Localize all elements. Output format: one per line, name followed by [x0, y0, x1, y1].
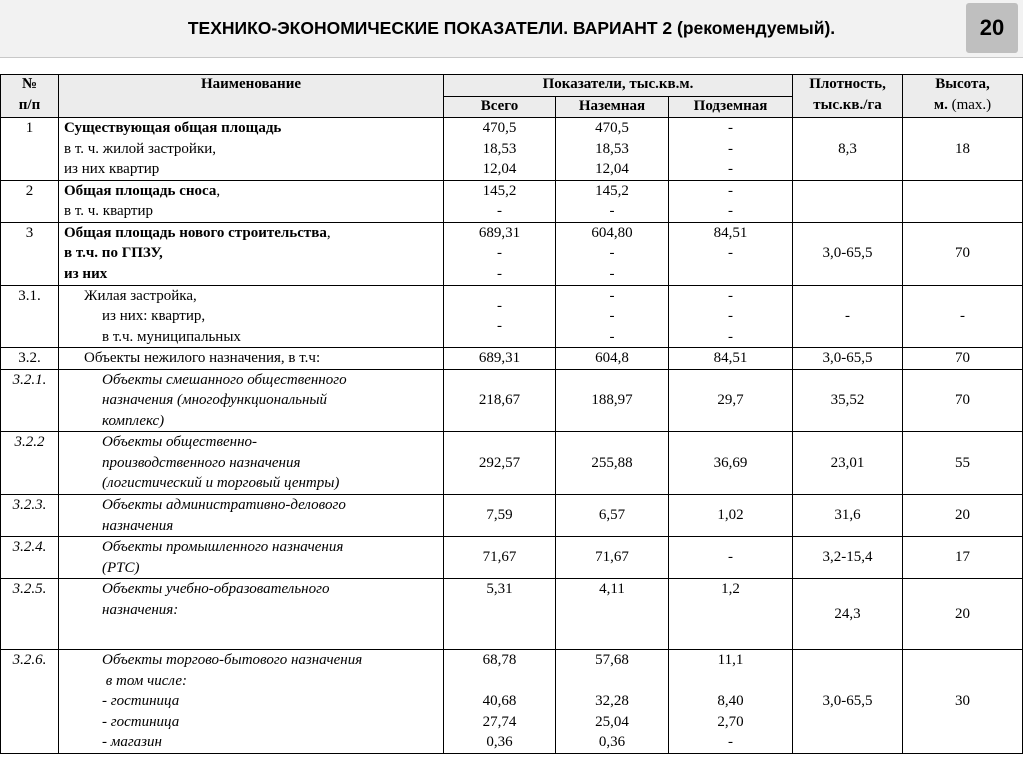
height-cell: 20 [903, 579, 1023, 650]
total-cell: 71,67 [444, 537, 556, 579]
height-cell: 70 [903, 222, 1023, 285]
height-cell [903, 180, 1023, 222]
above-ground-cell: 4,11 [556, 579, 669, 650]
above-ground-cell: 604,80 - - [556, 222, 669, 285]
total-cell: 689,31 [444, 348, 556, 370]
row-number: 3.1. [1, 285, 59, 348]
table-row [1, 180, 1023, 222]
underground-cell: - - [669, 180, 793, 222]
height-cell: 17 [903, 537, 1023, 579]
table-row [1, 432, 1023, 495]
row-number: 1 [1, 118, 59, 181]
underground-cell: 11,1 8,40 2,70 - [669, 650, 793, 754]
row-name: Объекты смешанного общественного назначения (многофункциональный комплекс) [59, 369, 444, 432]
above-ground-cell: 6,57 [556, 495, 669, 537]
above-ground-cell: 188,97 [556, 369, 669, 432]
row-name: Объекты нежилого назначения, в т.ч: [59, 348, 444, 370]
height-cell: 30 [903, 650, 1023, 754]
row-name: Жилая застройка, из них: квартир, в т.ч. муниципальных [59, 285, 444, 348]
header-indicators: Показатели, тыс.кв.м. [444, 75, 793, 97]
table-row [1, 579, 1023, 650]
table-row [1, 285, 1023, 348]
row-number: 3.2. [1, 348, 59, 370]
total-cell: 292,57 [444, 432, 556, 495]
total-cell: 5,31 [444, 579, 556, 650]
row-number: 3.2.4. [1, 537, 59, 579]
row-number: 3.2.1. [1, 369, 59, 432]
density-cell: 35,52 [793, 369, 903, 432]
row-name: Существующая общая площадь в т. ч. жилой застройки, из них квартир [59, 118, 444, 181]
row-number: 3.2.5. [1, 579, 59, 650]
above-ground-cell: 470,5 18,53 12,04 [556, 118, 669, 181]
total-cell: 7,59 [444, 495, 556, 537]
height-cell: 55 [903, 432, 1023, 495]
density-cell: 3,0-65,5 [793, 222, 903, 285]
density-cell: 3,2-15,4 [793, 537, 903, 579]
height-cell: 20 [903, 495, 1023, 537]
row-name: Объекты торгово-бытового назначения в том числе: - гостиница - гостиница - магазин [59, 650, 444, 754]
page-title: ТЕХНИКО-ЭКОНОМИЧЕСКИЕ ПОКАЗАТЕЛИ. ВАРИАНТ 2 (рекомендуемый). [187, 18, 836, 38]
density-cell: 3,0-65,5 [793, 348, 903, 370]
row-name: Общая площадь нового строительства, в т.ч. по ГПЗУ, из них [59, 222, 444, 285]
indicators-table [0, 74, 1023, 754]
page-number-badge: 20 [966, 3, 1018, 53]
row-name: Объекты общественно- производственного назначения (логистический и торговый центры) [59, 432, 444, 495]
underground-cell: 84,51 [669, 348, 793, 370]
total-cell: 689,31 - - [444, 222, 556, 285]
row-name: Объекты учебно-образовательного назначения: [59, 579, 444, 650]
row-number: 3.2.6. [1, 650, 59, 754]
row-number: 2 [1, 180, 59, 222]
table-row [1, 348, 1023, 370]
underground-cell: 29,7 [669, 369, 793, 432]
table-row [1, 650, 1023, 754]
row-name: Объекты административно-делового назначения [59, 495, 444, 537]
height-cell: 70 [903, 348, 1023, 370]
density-cell: 3,0-65,5 [793, 650, 903, 754]
above-ground-cell: 145,2 - [556, 180, 669, 222]
density-cell [793, 180, 903, 222]
header-total: Всего [444, 97, 556, 118]
row-name: Объекты промышленного назначения (РТС) [59, 537, 444, 579]
underground-cell: - [669, 537, 793, 579]
header-underground: Подземная [669, 97, 793, 118]
height-cell: 18 [903, 118, 1023, 181]
height-cell: 70 [903, 369, 1023, 432]
total-cell: - - [444, 285, 556, 348]
header-height: Высота, м. (max.) [903, 75, 1023, 118]
height-cell: - [903, 285, 1023, 348]
above-ground-cell: 57,68 32,28 25,04 0,36 [556, 650, 669, 754]
density-cell: 23,01 [793, 432, 903, 495]
total-cell: 145,2 - [444, 180, 556, 222]
header-density: Плотность, тыс.кв./га [793, 75, 903, 118]
total-cell: 470,5 18,53 12,04 [444, 118, 556, 181]
underground-cell: 1,2 [669, 579, 793, 650]
total-cell: 218,67 [444, 369, 556, 432]
header-name: Наименование [59, 75, 444, 118]
underground-cell: 84,51 - [669, 222, 793, 285]
table-row [1, 537, 1023, 579]
row-number: 3 [1, 222, 59, 285]
above-ground-cell: 71,67 [556, 537, 669, 579]
underground-cell: 1,02 [669, 495, 793, 537]
above-ground-cell: - - - [556, 285, 669, 348]
underground-cell: 36,69 [669, 432, 793, 495]
above-ground-cell: 604,8 [556, 348, 669, 370]
underground-cell: - - - [669, 285, 793, 348]
above-ground-cell: 255,88 [556, 432, 669, 495]
density-cell: 31,6 [793, 495, 903, 537]
density-cell: 24,3 [793, 579, 903, 650]
table-row [1, 369, 1023, 432]
table-row [1, 222, 1023, 285]
header-above-ground: Наземная [556, 97, 669, 118]
row-name: Общая площадь сноса, в т. ч. квартир [59, 180, 444, 222]
density-cell: - [793, 285, 903, 348]
density-cell: 8,3 [793, 118, 903, 181]
row-number: 3.2.3. [1, 495, 59, 537]
table-row [1, 118, 1023, 181]
table-row [1, 495, 1023, 537]
row-number: 3.2.2 [1, 432, 59, 495]
total-cell: 68,78 40,68 27,74 0,36 [444, 650, 556, 754]
header-number: № п/п [1, 75, 59, 118]
underground-cell: - - - [669, 118, 793, 181]
